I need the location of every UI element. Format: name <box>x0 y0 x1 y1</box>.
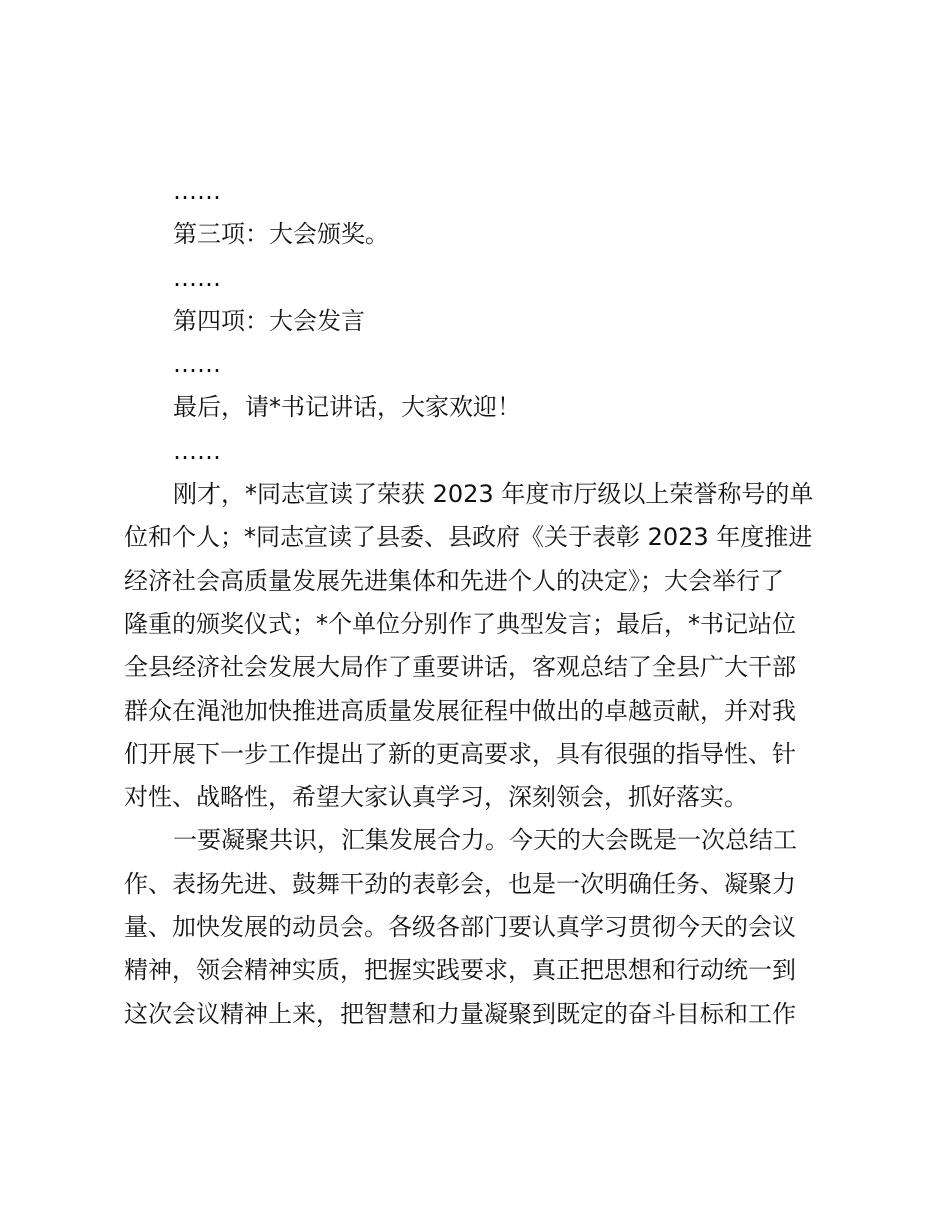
ellipsis-line: …… <box>173 436 221 465</box>
ellipsis-line: …… <box>173 350 221 379</box>
paragraph-line: 全县经济社会发展大局作了重要讲话，客观总结了全县广大干部 <box>124 653 796 682</box>
paragraph-line: 位和个人；*同志宣读了县委、县政府《关于表彰 2023 年度推进 <box>124 523 813 552</box>
paragraph-line: 经济社会高质量发展先进集体和先进个人的决定》；大会举行了 <box>124 566 784 595</box>
paragraph-line: 们开展下一步工作提出了新的更高要求，具有很强的指导性、针 <box>124 739 796 768</box>
paragraph-line: 作、表扬先进、鼓舞干劲的表彰会，也是一次明确任务、凝聚力 <box>124 869 796 898</box>
document-body <box>124 170 834 1036</box>
paragraph-line: 精神，领会精神实质，把握实践要求，真正把思想和行动统一到 <box>124 956 796 985</box>
paragraph-line: 刚才，*同志宣读了荣获 2023 年度市厅级以上荣誉称号的单 <box>173 480 814 509</box>
ellipsis-line: …… <box>173 177 221 205</box>
consensus-paragraph <box>124 819 834 1035</box>
paragraph-line: 一要凝聚共识，汇集发展合力。今天的大会既是一次总结工 <box>173 826 797 855</box>
paragraph-line: 量、加快发展的动员会。各级各部门要认真学习贯彻今天的会议 <box>124 913 796 942</box>
paragraph-line: 这次会议精神上来，把智慧和力量凝聚到既定的奋斗目标和工作 <box>124 999 796 1028</box>
agenda-item-3: 第三项：大会颁奖。 <box>173 220 389 249</box>
paragraph-line: 隆重的颁奖仪式；*个单位分别作了典型发言；最后，*书记站位 <box>124 609 796 638</box>
ellipsis-line: …… <box>173 263 221 292</box>
paragraph-line: 对性、战略性，希望大家认真学习，深刻领会，抓好落实。 <box>124 783 748 812</box>
closing-invitation: 最后，请*书记讲话，大家欢迎！ <box>173 393 521 422</box>
paragraph-line: 群众在渑池加快推进高质量发展征程中做出的卓越贡献，并对我 <box>124 696 796 725</box>
summary-paragraph <box>124 473 834 819</box>
agenda-item-4: 第四项：大会发言 <box>173 306 365 335</box>
